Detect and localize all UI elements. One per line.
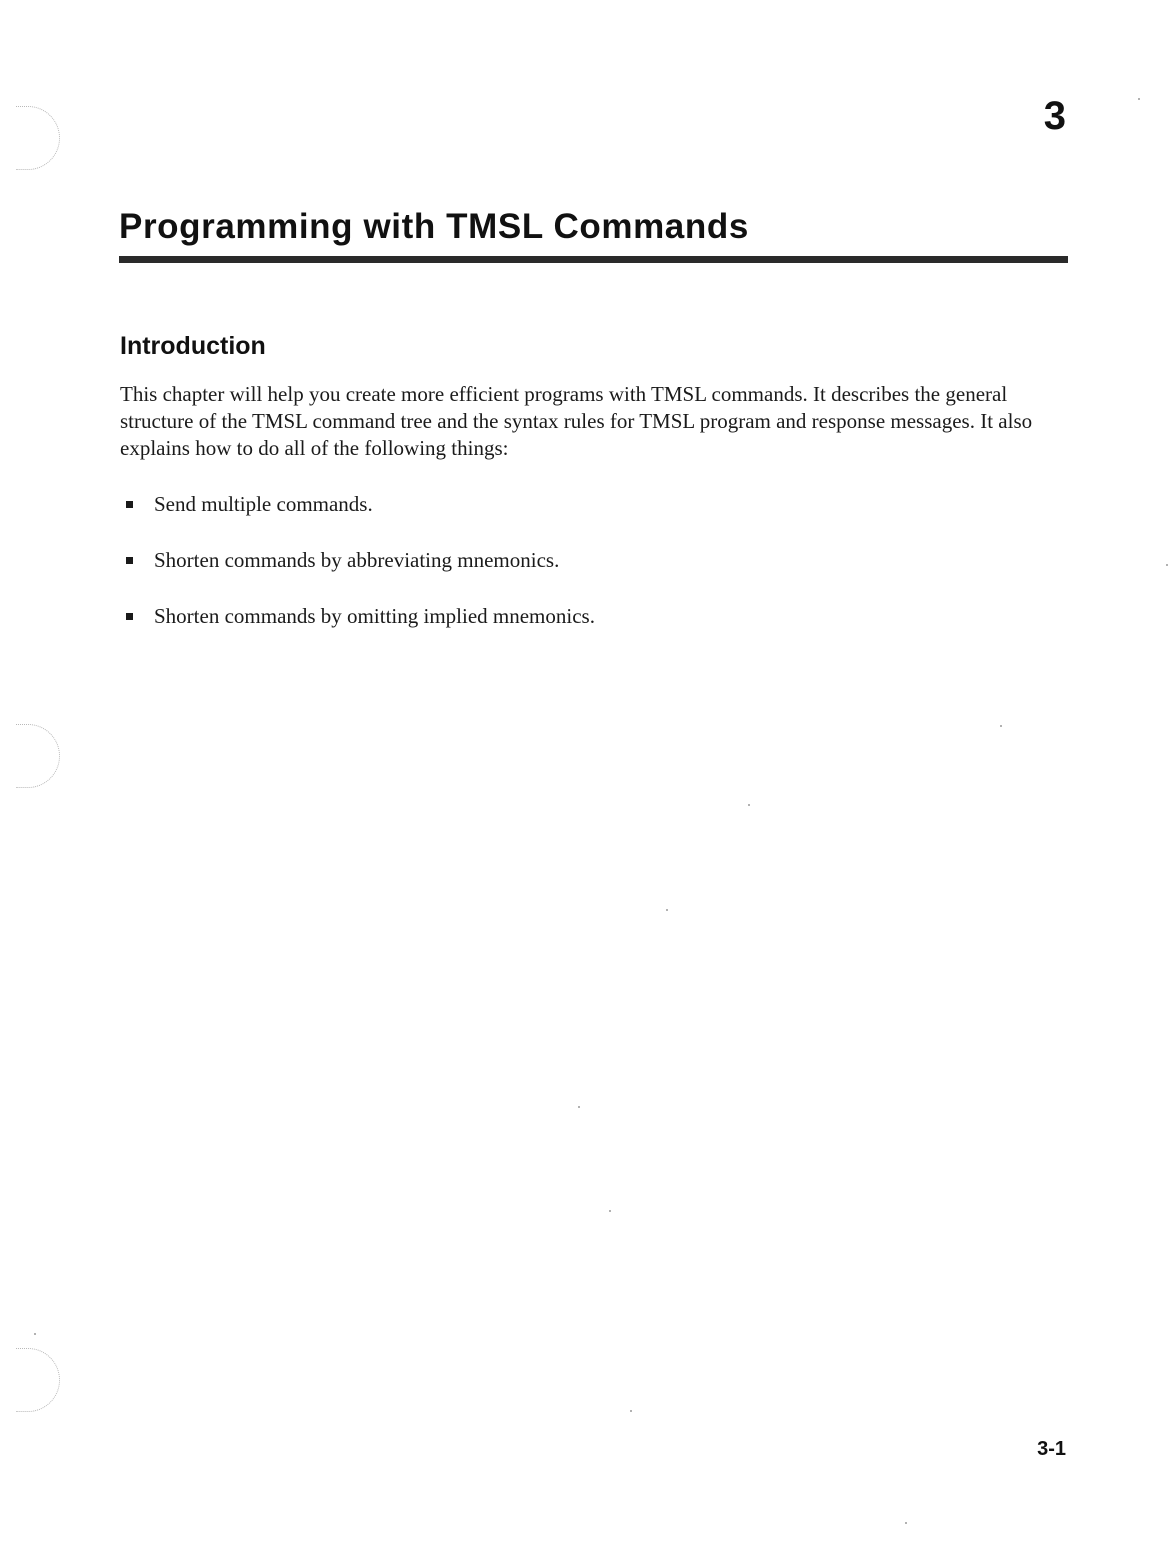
title-rule bbox=[119, 256, 1068, 263]
list-item bbox=[120, 489, 1020, 545]
list-item-text: Shorten commands by omitting implied mnemonics. bbox=[154, 604, 595, 628]
scan-speck bbox=[578, 1106, 580, 1108]
section-heading: Introduction bbox=[120, 332, 266, 360]
chapter-title: Programming with TMSL Commands bbox=[119, 207, 749, 246]
list-item bbox=[120, 545, 1020, 601]
scan-speck bbox=[630, 1410, 632, 1412]
list-item-text: Shorten commands by abbreviating mnemonics. bbox=[154, 548, 560, 572]
square-bullet-icon bbox=[126, 557, 133, 564]
punch-hole-middle bbox=[16, 724, 60, 788]
list-item-text: Send multiple commands. bbox=[154, 492, 373, 516]
scan-speck bbox=[748, 804, 750, 806]
square-bullet-icon bbox=[126, 613, 133, 620]
scan-speck bbox=[609, 1210, 611, 1212]
chapter-number: 3 bbox=[1043, 94, 1066, 138]
scan-speck bbox=[1000, 725, 1002, 727]
intro-paragraph: This chapter will help you create more efficient programs with TMSL commands. It describes the general structure of the TMSL command tree and the syntax rules for TMSL program and response messages. It also explains how to do all of the following things: bbox=[120, 382, 1033, 460]
scan-speck bbox=[1138, 98, 1140, 100]
punch-hole-bottom bbox=[16, 1348, 60, 1412]
scan-speck bbox=[666, 909, 668, 911]
page-number: 3-1 bbox=[1037, 1438, 1066, 1460]
scan-speck bbox=[905, 1522, 907, 1524]
scan-speck bbox=[1166, 564, 1168, 566]
list-item bbox=[120, 601, 1020, 657]
scan-speck bbox=[34, 1333, 36, 1335]
square-bullet-icon bbox=[126, 501, 133, 508]
bullet-list bbox=[120, 489, 1020, 657]
punch-hole-top bbox=[16, 106, 60, 170]
